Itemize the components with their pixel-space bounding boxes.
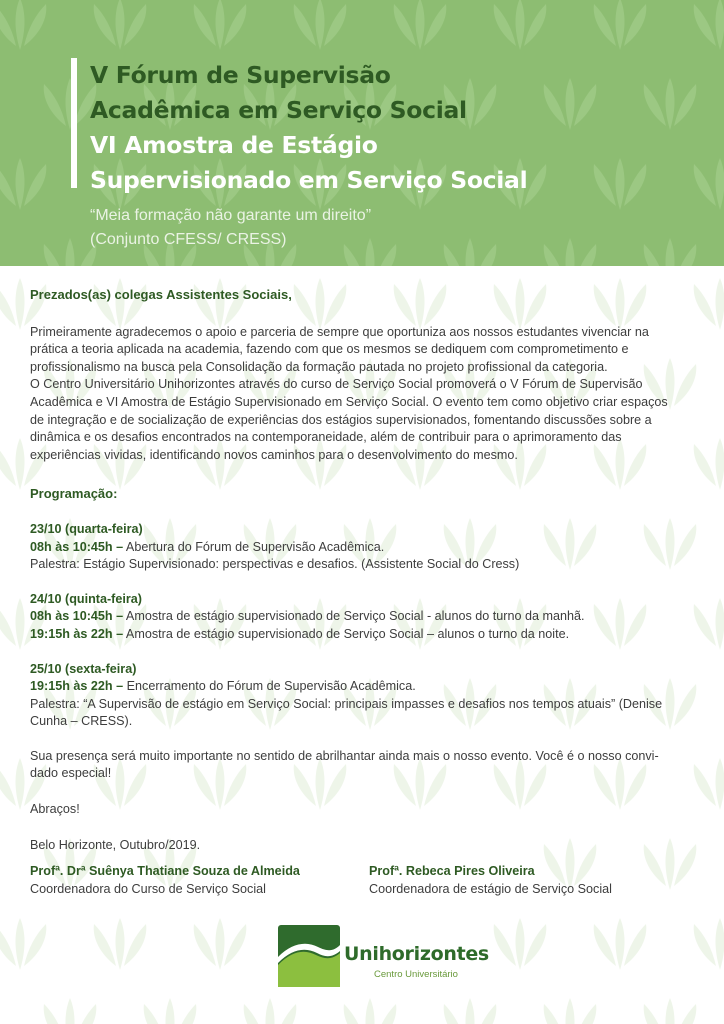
programacao-title: Programação:: [30, 486, 118, 502]
unihorizontes-logo-icon: [278, 925, 340, 987]
paragraph-line: O Centro Universitário Unihorizontes através do curso de Serviço Social promoverá o V Fórum de Supervisão: [30, 377, 643, 392]
signature-coordinator-course: [30, 862, 300, 898]
schedule-time: 08h às 10:45h –: [30, 539, 124, 554]
schedule-text: Amostra de estágio supervisionado de Serviço Social - alunos do turno da manhã.: [123, 609, 585, 624]
intro-paragraph: [30, 324, 694, 465]
day-title: 25/10 (sexta-feira): [30, 661, 137, 676]
paragraph-line: dado especial!: [30, 766, 112, 781]
day-title: 23/10 (quarta-feira): [30, 521, 143, 536]
schedule-day-2: [30, 591, 694, 644]
signature-name: Profª. Rebeca Pires Oliveira: [369, 864, 535, 878]
greeting: Prezados(as) colegas Assistentes Sociais,: [30, 287, 292, 302]
paragraph-line: de integração e de socialização de experiências dos estágios supervisionados, fomentando discussões sobre a: [30, 412, 652, 427]
schedule-time: 08h às 10:45h –: [30, 609, 124, 624]
paragraph-line: Acadêmica e VI Amostra de Estágio Supervisionado em Serviço Social. O evento tem como objetivo criar espaços: [30, 394, 668, 409]
paragraph-line: prática a teoria aplicada na academia, fazendo com que os mesmos se dediquem com comprometimento e: [30, 342, 629, 357]
quote-line-2: (Conjunto CFESS/ CRESS): [90, 231, 287, 248]
schedule-line: [30, 713, 694, 731]
schedule-text: Cunha – CRESS).: [30, 714, 133, 729]
title-line-2: Acadêmica em Serviço Social: [90, 96, 467, 124]
schedule-day-1: [30, 521, 694, 574]
schedule-line: [30, 696, 694, 714]
unihorizontes-logo: [278, 925, 489, 992]
header-quote: [90, 204, 371, 252]
logo-subtitle: Centro Universitário: [374, 969, 458, 980]
header-accent-bar: [71, 58, 77, 188]
schedule-line: [30, 539, 694, 557]
schedule-line: [30, 608, 694, 626]
paragraph-line: dinâmica e os desafios encontrados na contemporaneidade, além de contribuir para o aprimoramento das: [30, 430, 622, 445]
paragraph-line: profissionalismo na busca pela Consolidação da formação pautada no projeto profissional da categoria.: [30, 359, 608, 374]
quote-line-1: “Meia formação não garante um direito”: [90, 207, 372, 224]
paragraph-line: Sua presença será muito importante no sentido de abrilhantar ainda mais o nosso evento. Você é o nosso convi-: [30, 748, 659, 763]
regards: Abraços!: [30, 802, 80, 817]
paragraph-line: experiências vividas, identificando novos caminhos para o desenvolvimento do mesmo.: [30, 447, 518, 462]
signature-role: Coordenadora do Curso de Serviço Social: [30, 882, 266, 896]
schedule-time: 19:15h às 22h –: [30, 626, 124, 641]
presence-paragraph: [30, 748, 694, 783]
schedule-text: Abertura do Fórum de Supervisão Acadêmica.: [123, 539, 385, 554]
title-line-3: VI Amostra de Estágio: [90, 131, 378, 159]
schedule-line: [30, 626, 694, 644]
schedule-text: Palestra: “A Supervisão de estágio em Serviço Social: principais impasses e desafios nos tempos atuais” (Denise: [30, 696, 663, 711]
schedule-day-3: [30, 661, 694, 731]
letter-body: [30, 286, 694, 872]
signature-coordinator-internship: [369, 862, 612, 898]
place-date: Belo Horizonte, Outubro/2019.: [30, 837, 201, 852]
title-line-4: Supervisionado em Serviço Social: [90, 166, 528, 194]
schedule-text: Amostra de estágio supervisionado de Serviço Social – alunos o turno da noite.: [123, 626, 570, 641]
signature-role: Coordenadora de estágio de Serviço Social: [369, 882, 612, 896]
schedule-line: [30, 556, 694, 574]
paragraph-line: Primeiramente agradecemos o apoio e parceria de sempre que oportuniza aos nossos estudantes vivenciar na: [30, 324, 649, 339]
title-line-1: V Fórum de Supervisão: [90, 61, 391, 89]
schedule-line: [30, 678, 694, 696]
event-title: [90, 58, 527, 198]
schedule-text: Encerramento do Fórum de Supervisão Acadêmica.: [123, 679, 416, 694]
schedule-time: 19:15h às 22h –: [30, 679, 124, 694]
signature-name: Profª. Drª Suênya Thatiane Souza de Almeida: [30, 864, 300, 878]
day-title: 24/10 (quinta-feira): [30, 591, 142, 606]
logo-name: Unihorizontes: [344, 943, 489, 965]
schedule-text: Palestra: Estágio Supervisionado: perspectivas e desafios. (Assistente Social do Cress): [30, 557, 520, 572]
